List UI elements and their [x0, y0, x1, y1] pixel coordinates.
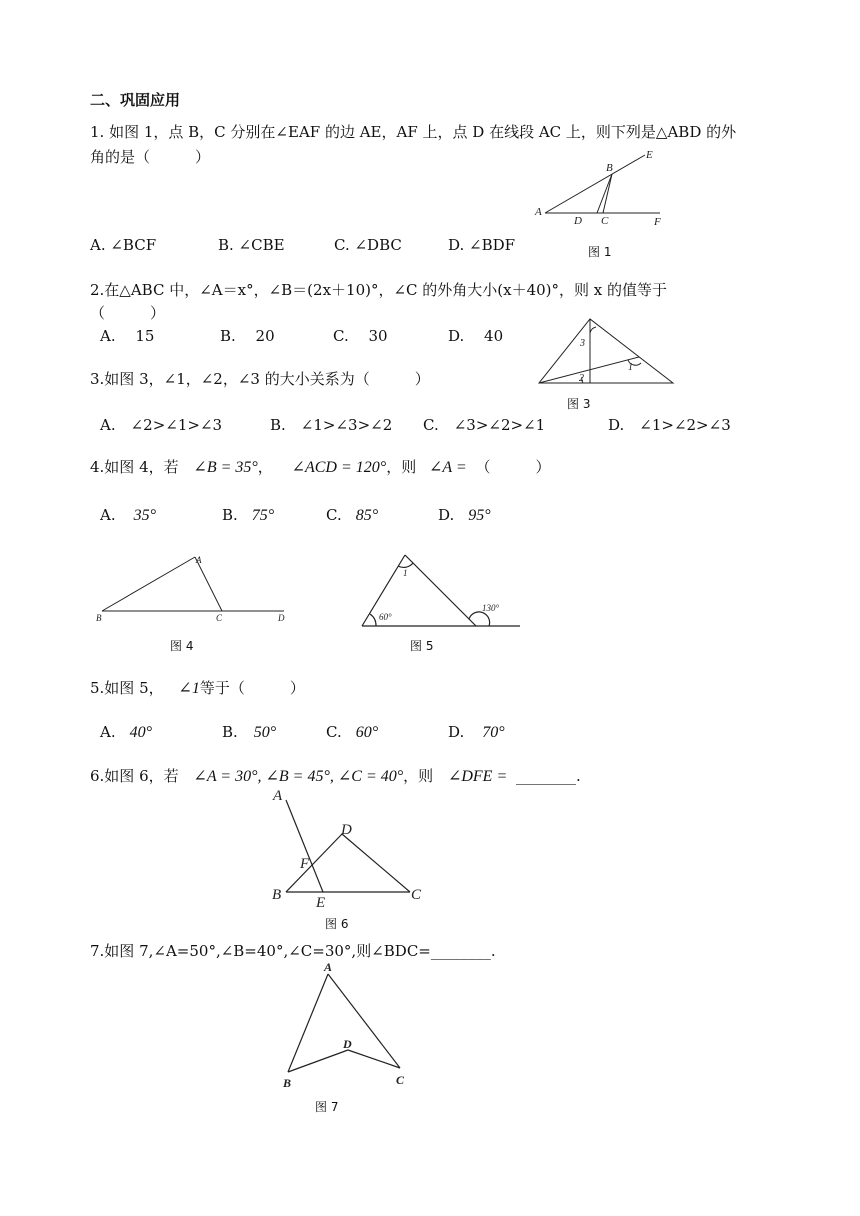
q2-text-line1: 2.在△ABC 中，∠A＝x°，∠B＝(2x＋10)°，∠C 的外角大小(x＋40)°，则 x 的值等于 — [90, 281, 668, 299]
fig4-label-a: A — [196, 555, 202, 565]
q3-option-a: A. ∠2>∠1>∠3 — [100, 416, 223, 434]
q4-text — [90, 460, 550, 476]
fig1-caption: 图 1 — [588, 245, 612, 259]
fig7-label-c: C — [396, 1073, 405, 1087]
figure-6 — [268, 786, 438, 911]
q1-text-line1: 1. 如图 1，点 B，C 分别在∠EAF 的边 AE，AF 上，点 D 在线段 AC 上，则下列是△ABD 的外 — [90, 123, 737, 141]
fig4-caption: 图 4 — [170, 639, 194, 653]
q5-option-d: D. 70° — [448, 723, 505, 741]
q5-suffix: 等于（ ） — [199, 679, 305, 697]
fig1-label-d: D — [574, 215, 582, 227]
q1-option-b: B. ∠CBE — [218, 236, 285, 254]
q4-blank: （ ） — [475, 458, 551, 476]
q5-option-a: A. 40° — [100, 723, 153, 741]
q4-prefix: 4.如图 4，若 — [90, 458, 179, 476]
fig6-label-b: B — [272, 887, 282, 903]
fig6-label-c: C — [411, 887, 422, 903]
q6-ask: ∠DFE = — [447, 768, 508, 785]
q3-text: 3.如图 3，∠1，∠2，∠3 的大小关系为（ ） — [90, 370, 430, 388]
q4-cond-acd: ∠ACD = 120° — [291, 459, 387, 476]
fig4-label-c: C — [216, 613, 223, 623]
q4-option-a: A. 35° — [100, 506, 157, 524]
q3-option-d: D. ∠1>∠2>∠3 — [608, 416, 731, 434]
q1-text-line2: 角的是（ ） — [90, 148, 211, 166]
fig7-label-b: B — [283, 1076, 292, 1090]
fig7-label-a: A — [324, 960, 333, 974]
fig5-label-1: 1 — [403, 568, 408, 578]
q4-suffix: ，则 — [386, 458, 417, 476]
figure-4 — [92, 550, 292, 630]
q5-prefix: 5.如图 5， — [90, 679, 164, 697]
q2-option-a: A. 15 — [100, 327, 155, 345]
fig3-label-2: 2 — [579, 373, 584, 384]
q3-option-b: B. ∠1>∠3>∠2 — [270, 416, 393, 434]
fig6-label-a: A — [273, 788, 283, 804]
fig1-label-e: E — [646, 149, 653, 161]
q2-option-d: D. 40 — [448, 327, 504, 345]
q3-option-c: C. ∠3>∠2>∠1 — [423, 416, 546, 434]
fig1-label-f: F — [654, 216, 661, 228]
fig5-label-60: 60° — [379, 612, 392, 622]
figure-1 — [530, 145, 670, 230]
fig3-caption: 图 3 — [567, 397, 591, 411]
q4-option-d: D. 95° — [438, 506, 491, 524]
q4-option-b: B. 75° — [222, 506, 275, 524]
q2-text-line2: （ ） — [90, 304, 166, 322]
fig6-label-f: F — [300, 856, 310, 872]
fig6-caption: 图 6 — [325, 917, 349, 931]
q2-option-b: B. 20 — [220, 327, 275, 345]
fig1-label-c: C — [601, 215, 609, 227]
q6-text — [90, 769, 581, 785]
q1-option-d: D. ∠BDF — [448, 236, 516, 254]
q4-cond-b: ∠B = 35° — [193, 459, 258, 476]
q1-option-c: C. ∠DBC — [334, 236, 402, 254]
q7-text: 7.如图 7,∠A=50°,∠B=40°,∠C=30°,则∠BDC=________. — [90, 942, 496, 960]
fig4-label-b: B — [96, 613, 102, 623]
q5-option-c: C. 60° — [326, 723, 379, 741]
fig5-caption: 图 5 — [410, 639, 434, 653]
fig6-label-d: D — [341, 822, 352, 838]
q6-suffix: ，则 — [403, 767, 434, 785]
q6-blank: ________. — [516, 767, 581, 785]
fig3-label-1: 1 — [628, 362, 633, 373]
q5-expr: ∠1 — [178, 680, 200, 697]
q1-option-a: A. ∠BCF — [90, 236, 157, 254]
fig7-caption: 图 7 — [315, 1100, 339, 1114]
figure-5 — [358, 550, 528, 632]
fig7-label-d: D — [343, 1037, 352, 1051]
fig6-label-e: E — [316, 895, 326, 911]
fig4-label-d: D — [278, 613, 285, 623]
figure-3 — [535, 315, 680, 390]
fig3-label-3: 3 — [580, 338, 585, 349]
figure-7 — [278, 960, 418, 1095]
fig5-label-130: 130° — [482, 603, 500, 613]
section-title: 二、巩固应用 — [90, 91, 181, 109]
q2-option-c: C. 30 — [333, 327, 388, 345]
fig1-label-b: B — [606, 162, 613, 174]
q4-sep: ， — [257, 458, 273, 476]
q4-ask: ∠A = — [428, 459, 467, 476]
q4-option-c: C. 85° — [326, 506, 379, 524]
fig1-label-a: A — [535, 206, 542, 218]
q5-text — [90, 681, 305, 697]
q5-option-b: B. 50° — [222, 723, 277, 741]
q6-prefix: 6.如图 6，若 — [90, 767, 179, 785]
q6-cond: ∠A = 30°, ∠B = 45°, ∠C = 40° — [193, 768, 404, 785]
